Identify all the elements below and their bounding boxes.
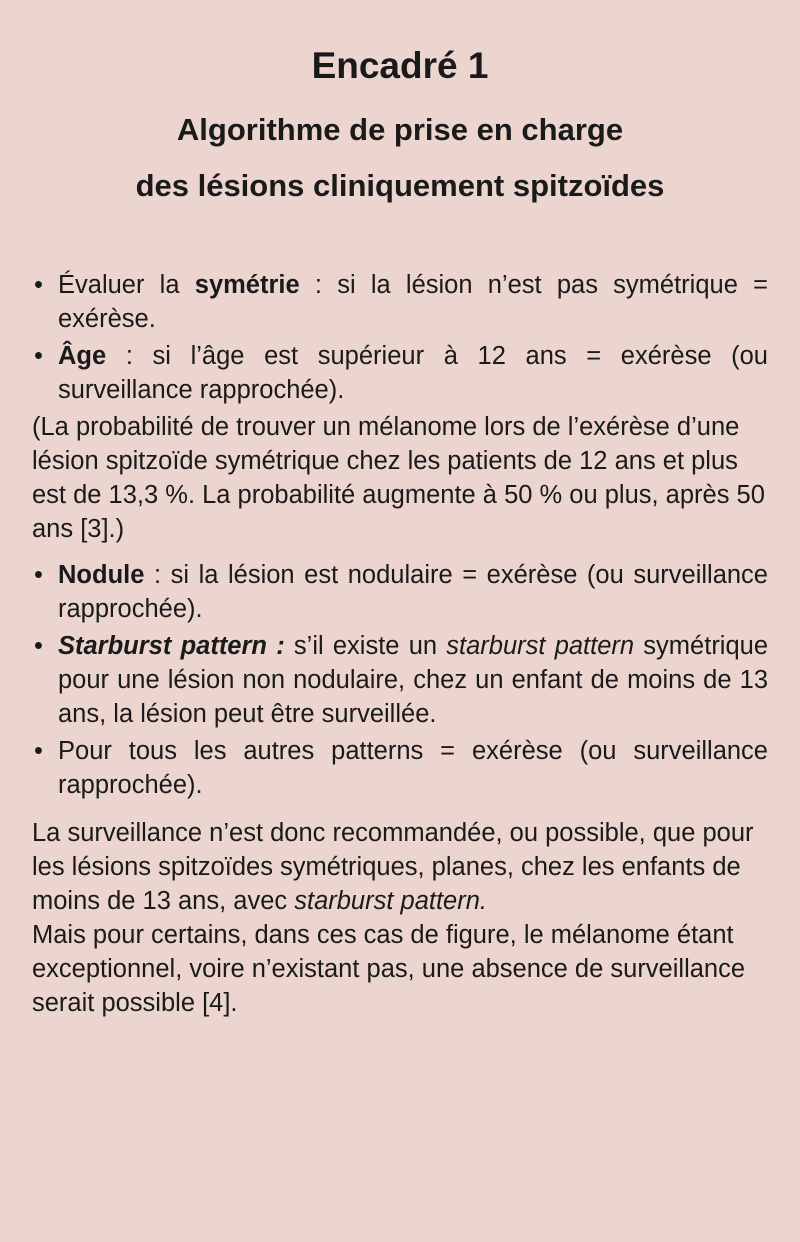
subtitle-line-1: Algorithme de prise en charge [176, 112, 624, 147]
box-title: Encadré 1 [311, 45, 489, 86]
keyword: symétrie [194, 271, 300, 299]
bullet-list-2 [32, 558, 768, 802]
list-item-starburst: • Starburst pattern : s’il existe un starburst pattern symétrique pour une lésion non nodulaire, chez un enfant de moins de 13 ans, la lésion peut être surveillée. [32, 629, 768, 731]
list-item-other-patterns: • Pour tous les autres patterns = exérèse (ou surveillance rapprochée). [32, 734, 768, 802]
keyword: Nodule [58, 561, 145, 589]
probability-note: (La probabilité de trouver un mélanome lors de l’exérèse d’une lésion spitzoïde symétrique chez les patients de 12 ans et plus est de 13,3 %. La probabilité augmente à 50 % ou plus, après 50 ans [3].) [32, 413, 765, 543]
subtitle-line-2: des lésions cliniquement spitzoïdes [135, 168, 665, 203]
closing-paragraph-1: La surveillance n’est donc recommandée, ou possible, que pour les lésions spitzoïdes symétriques, planes, chez les enfants de moins de 13 ans, avec starburst pattern. [32, 819, 754, 915]
list-item-nodule: • Nodule : si la lésion est nodulaire = exérèse (ou surveillance rapprochée). [32, 558, 768, 626]
box-content [32, 268, 768, 1020]
closing-paragraph-2: Mais pour certains, dans ces cas de figure, le mélanome étant exceptionnel, voire n’existant pas, une absence de surveillance serait possible [4]. [32, 921, 746, 1017]
list-item-symmetry: • Évaluer la symétrie : si la lésion n’est pas symétrique = exérèse. [32, 268, 768, 336]
closing-text [32, 816, 768, 1020]
keyword: Starburst pattern : [58, 632, 285, 660]
bullet-list-1 [32, 268, 768, 407]
keyword: Âge [58, 342, 107, 370]
box-subtitle [32, 102, 768, 214]
list-item-age: • Âge : si l’âge est supérieur à 12 ans = exérèse (ou surveillance rapprochée). [32, 339, 768, 407]
